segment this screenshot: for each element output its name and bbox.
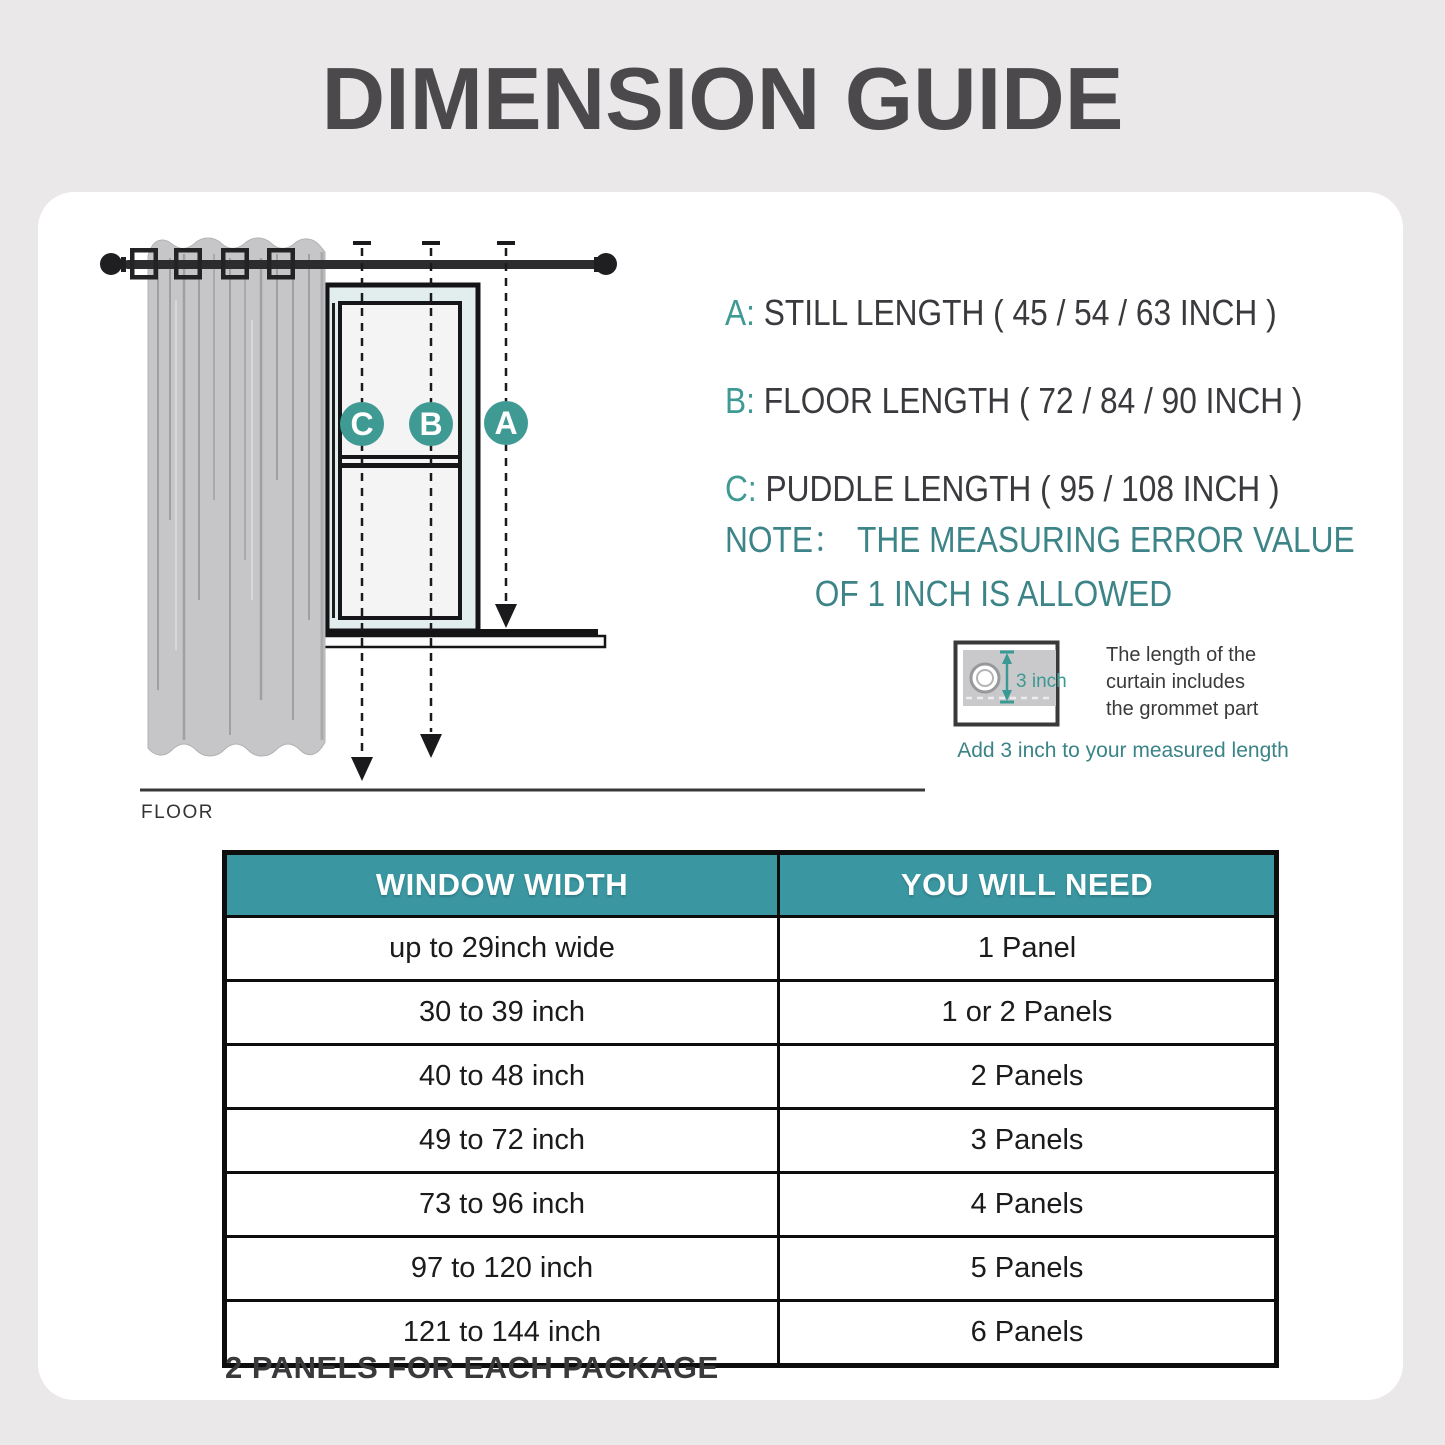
window-width-cell: 30 to 39 inch	[225, 981, 779, 1045]
note-label: NOTE：	[725, 519, 845, 560]
table-row	[225, 1173, 1277, 1237]
panels-needed-cell: 1 Panel	[779, 917, 1277, 981]
window-sash	[340, 303, 460, 618]
panels-needed-cell: 5 Panels	[779, 1237, 1277, 1301]
marker-label-a: A	[494, 405, 518, 441]
tick-a	[497, 241, 515, 245]
content-card	[38, 192, 1403, 1400]
table-row	[225, 1237, 1277, 1301]
rod-collar-left	[121, 257, 126, 272]
panels-needed-cell: 1 or 2 Panels	[779, 981, 1277, 1045]
panel-size-table	[222, 850, 1279, 1368]
window-width-cell: 73 to 96 inch	[225, 1173, 779, 1237]
grommet-desc-line-1: The length of the	[1106, 644, 1257, 666]
table-row	[225, 917, 1277, 981]
measurement-markers	[340, 401, 528, 446]
note-line-1	[725, 519, 1355, 560]
legend-prefix-b: B:	[725, 380, 755, 421]
note-text-1: THE MEASURING ERROR VALUE	[857, 519, 1355, 560]
tick-c	[353, 241, 371, 245]
grommet-desc-line-3: the grommet part	[1106, 698, 1259, 720]
tick-b	[422, 241, 440, 245]
legend-prefix-a: A:	[725, 292, 755, 333]
page-title: DIMENSION GUIDE	[321, 49, 1124, 148]
curtain-rod	[100, 248, 617, 280]
legend-text-a: STILL LENGTH ( 45 / 54 / 63 INCH )	[763, 292, 1277, 333]
arrowhead-a	[495, 604, 517, 628]
panels-needed-cell: 6 Panels	[779, 1301, 1277, 1366]
window-width-cell: up to 29inch wide	[225, 917, 779, 981]
legend-text-c: PUDDLE LENGTH ( 95 / 108 INCH )	[765, 468, 1280, 509]
arrowhead-b	[420, 734, 442, 758]
rod-finial-left	[100, 253, 122, 275]
grommet-tip: Add 3 inch to your measured length	[957, 739, 1289, 762]
note-text-2: OF 1 INCH IS ALLOWED	[814, 573, 1173, 614]
legend-item-floor-length	[725, 380, 1302, 421]
grommet-description	[1106, 642, 1258, 723]
arrowhead-c	[351, 757, 373, 781]
grommet-desc-line-2: curtain includes	[1106, 671, 1245, 693]
window-width-cell: 49 to 72 inch	[225, 1109, 779, 1173]
curtain-panel	[148, 238, 325, 756]
window-jamb-line	[332, 303, 335, 618]
window-midrail-top	[342, 455, 458, 459]
window-width-cell: 40 to 48 inch	[225, 1045, 779, 1109]
package-note: 2 PANELS FOR EACH PACKAGE	[225, 1350, 719, 1385]
header-window-width: WINDOW WIDTH	[225, 853, 779, 917]
table-row	[225, 1045, 1277, 1109]
window-width-cell: 121 to 144 inch	[225, 1301, 779, 1366]
measuring-note	[725, 519, 1355, 614]
table-header-row	[225, 853, 1277, 917]
floor-label: FLOOR	[141, 802, 214, 823]
floor	[140, 790, 925, 823]
table-row	[225, 981, 1277, 1045]
window-width-cell: 97 to 120 inch	[225, 1237, 779, 1301]
window-illustration	[300, 285, 605, 647]
rod-collar-right	[594, 257, 599, 272]
marker-label-b: B	[419, 406, 443, 442]
marker-label-c: C	[350, 406, 374, 442]
header-you-will-need: YOU WILL NEED	[779, 853, 1277, 917]
legend-prefix-c: C:	[725, 468, 757, 509]
window-midrail-bottom	[342, 463, 458, 468]
legend-item-still-length	[725, 292, 1302, 333]
three-inch-label: 3 inch	[1016, 671, 1067, 692]
panels-needed-cell: 4 Panels	[779, 1173, 1277, 1237]
length-legend	[725, 292, 1302, 556]
window-sill-board	[302, 636, 605, 647]
legend-text-b: FLOOR LENGTH ( 72 / 84 / 90 INCH )	[763, 380, 1303, 421]
curtain-illustration	[148, 238, 325, 756]
grommet-eyelet-inner	[977, 670, 993, 686]
grommet-closeup	[956, 643, 1067, 725]
panels-needed-cell: 2 Panels	[779, 1045, 1277, 1109]
table-row	[225, 1109, 1277, 1173]
legend-item-puddle-length	[725, 468, 1302, 509]
panels-needed-cell: 3 Panels	[779, 1109, 1277, 1173]
